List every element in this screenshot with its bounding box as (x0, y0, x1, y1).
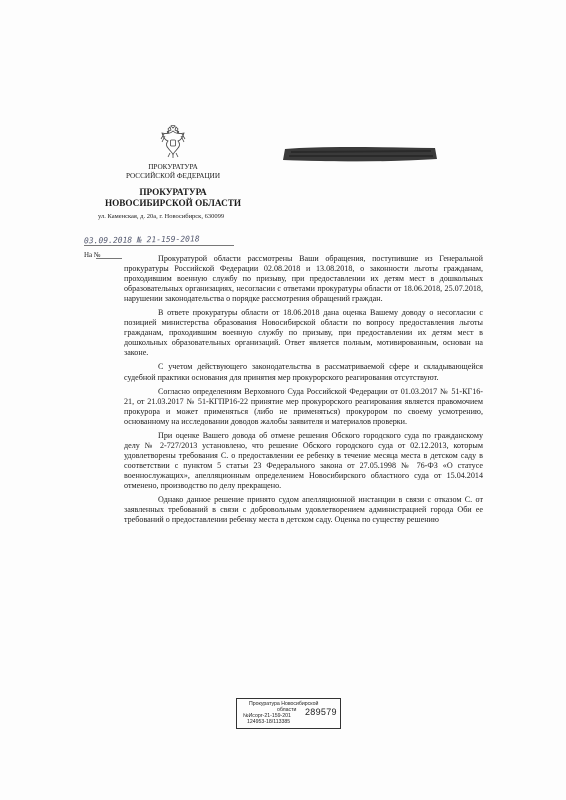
registration-stamp (236, 698, 341, 729)
org-small-line2: РОССИЙСКОЙ ФЕДЕРАЦИИ (125, 171, 221, 180)
registration-underline (84, 245, 234, 246)
letter-body (124, 254, 483, 525)
org-big-line2: НОВОСИБИРСКОЙ ОБЛАСТИ (105, 198, 241, 208)
paragraph-4: Согласно определениям Верховного Суда Российской Федерации от 01.03.2017 № 51-КГ16-21, от 21.03.2017 № 51-КГПР16-22 принятие мер прокурорского реагирования является правомочием прокурора и может применяться (либо не применяться) прокурором по своему усмотрению, основанному на исследовании доводов жалобы заявителя и материалов проверки. (124, 386, 483, 426)
stamp-line1: Прокуратура Новосибирской (249, 701, 319, 707)
stamp-line2: области (277, 707, 297, 713)
paragraph-5: При оценке Вашего довода об отмене решения Обского городского суда по гражданскому делу № 2-727/2013 установлено, что решение Обского городского суда от 02.12.2013, которым удовлетворены требования С. о предоставлении ее ребенку в течение месяца места в детском саду в соответствии с пунктом 5 статьи 23 Федерального закона от 27.05.1998 № 76-ФЗ «О статусе военнослужащих», апелляционным определением Новосибирского областного суда от 15.04.2014 отменено, производство по делу прекращено. (124, 430, 483, 490)
paragraph-2: В ответе прокуратуры области от 18.06.2018 дана оценка Вашему доводу о несогласии с позицией министерства образования Новосибирской области по вопросу предоставления льготы гражданам, проходившим военную службу по призыву, при предоставлении их детям мест в дошкольных образовательных организаций. Ответ является полным, мотивированным, основан на законе. (124, 308, 483, 358)
paragraph-1: Прокуратурой области рассмотрены Ваши обращения, поступившие из Генеральной прокуратуры Российской Федерации 02.08.2018 и 13.08.2018, о законности льготы гражданам, проходившим военную службу по призыву, при предоставлении их детям мест в дошкольных образовательных организациях, несогласии с ответами прокуратуры области от 18.06.2018, 25.07.2018, нарушении законодательства о порядке рассмотрения обращений граждан. (124, 254, 483, 304)
redacted-recipient (281, 146, 439, 163)
org-address: ул. Каменская, д. 20а, г. Новосибирск, 630099 (98, 213, 225, 220)
org-big-line1: ПРОКУРАТУРА (139, 187, 207, 197)
org-header-small (108, 163, 238, 180)
paragraph-6: Однако данное решение принято судом апелляционной инстанции в связи с отказом С. от заявленных требований в связи с добровольным удовлетворением администрацией города Оби ее требований о предоставлении ребенку места в детском саду. Оценка по существу решению (124, 495, 483, 525)
org-header-main (100, 187, 246, 209)
na-no-label: На № (84, 251, 101, 259)
stamp-line4: 124953-18/113385 (247, 719, 291, 725)
stamp-line3: №Исорг-21-159-201 (243, 713, 291, 719)
registration-number-handwritten: 03.09.2018 № 21-159-2018 (83, 234, 200, 246)
stamp-number: 289579 (305, 707, 337, 717)
na-no-underline (96, 258, 122, 259)
russian-emblem-icon (158, 125, 188, 159)
org-small-line1: ПРОКУРАТУРА (148, 163, 198, 171)
paragraph-3: С учетом действующего законодательства в рассматриваемой сфере и складывающейся судебной практики основания для принятия мер прокурорского реагирования отсутствуют. (124, 362, 483, 382)
